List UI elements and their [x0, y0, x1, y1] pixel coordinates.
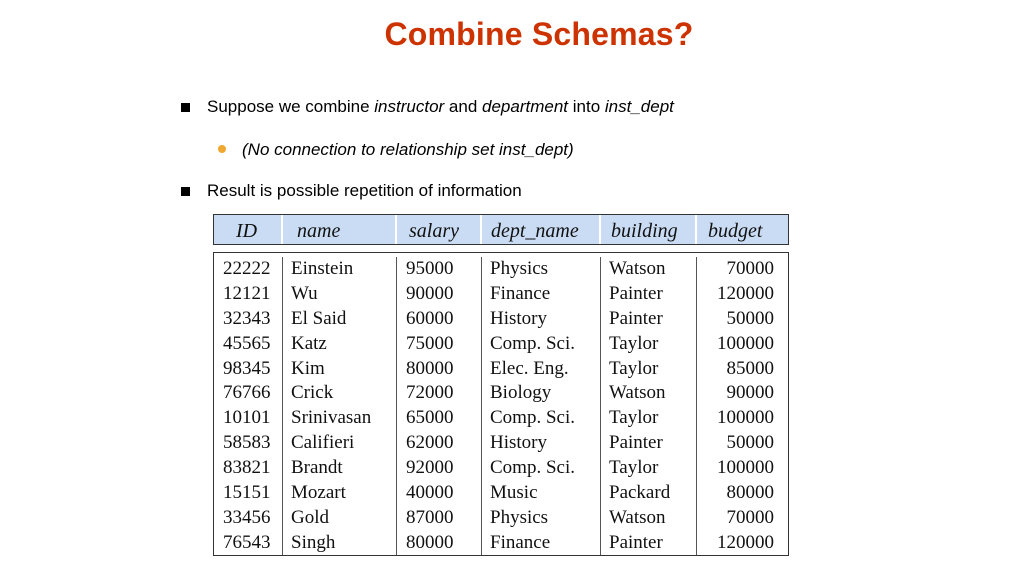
table-cell: 72000	[406, 382, 454, 404]
table-cell: 58583	[223, 432, 271, 454]
table-cell: Finance	[490, 531, 551, 553]
table-cell: 15151	[223, 482, 271, 504]
bullet-1-part: Suppose we combine	[207, 97, 375, 116]
table-cell: Taylor	[609, 457, 659, 479]
table-cell: 95000	[406, 258, 454, 279]
table-cell: Watson	[609, 258, 666, 279]
table-cell: Taylor	[609, 357, 659, 379]
table-cell: 90000	[406, 282, 454, 304]
table-cell: 100000	[717, 332, 774, 354]
column-header-name: name	[283, 215, 397, 244]
slide-title: Combine Schemas?	[384, 16, 694, 52]
table-cell: 92000	[406, 457, 454, 479]
table-cell: 12121	[223, 282, 271, 304]
table-cell: 90000	[726, 382, 774, 404]
table-cell: Finance	[490, 282, 551, 304]
table-cell: Wu	[291, 282, 318, 304]
column-salary	[397, 257, 482, 555]
table-cell: Painter	[609, 432, 663, 454]
table-cell: 100000	[717, 457, 774, 479]
bullet-1-part-italic: instructor	[374, 97, 445, 116]
table-cell: 70000	[726, 506, 774, 528]
column-header-building: building	[601, 215, 697, 244]
table-cell: 100000	[717, 407, 774, 429]
column-id	[214, 257, 283, 555]
table-cell: Painter	[609, 307, 663, 329]
table-cell: History	[490, 432, 547, 454]
bullet-1-part: and	[444, 97, 483, 116]
table-cell: 85000	[726, 357, 774, 379]
table-cell: Physics	[490, 506, 549, 528]
table-cell: Taylor	[609, 332, 659, 354]
bullet-1-part: into	[568, 97, 605, 116]
bullet-1	[207, 97, 674, 117]
table-cell: 80000	[726, 482, 774, 504]
table-cell: Biology	[490, 382, 552, 404]
table-cell: Painter	[609, 531, 663, 553]
table-cell: El Said	[291, 307, 347, 329]
bullet-1-part-italic: inst_dept	[604, 97, 674, 116]
table-cell: 50000	[726, 432, 774, 454]
bullet-3: Result is possible repetition of information	[207, 181, 522, 200]
table-cell: 83821	[223, 457, 271, 479]
table-cell: Watson	[609, 382, 666, 404]
table-cell: Packard	[609, 482, 671, 504]
column-header-dept-name: dept_name	[482, 215, 601, 244]
table-body	[213, 252, 789, 556]
table-cell: History	[490, 307, 547, 329]
table-cell: 33456	[223, 506, 271, 528]
table-cell: 40000	[406, 482, 454, 504]
circle-bullet-icon	[218, 145, 226, 153]
table-cell: Kim	[291, 357, 325, 379]
square-bullet-icon	[181, 103, 190, 112]
table-cell: Einstein	[291, 258, 354, 279]
table-cell: 32343	[223, 307, 271, 329]
table-cell: 65000	[406, 407, 454, 429]
bullet-1-part-italic: department	[482, 97, 569, 116]
table-cell: Painter	[609, 282, 663, 304]
table-cell: 45565	[223, 332, 271, 354]
table-cell: Taylor	[609, 407, 659, 429]
table-cell: Califieri	[291, 432, 355, 454]
table-cell: Mozart	[291, 482, 346, 504]
column-dept-name	[482, 257, 601, 555]
table-cell: Katz	[291, 332, 327, 354]
table-cell: 120000	[717, 531, 774, 553]
table-cell: 70000	[726, 258, 774, 279]
table-cell: Singh	[291, 531, 336, 553]
table-cell: Gold	[291, 506, 329, 528]
table-cell: Crick	[291, 382, 334, 404]
table-cell: 76766	[223, 382, 271, 404]
table-cell: 120000	[717, 282, 774, 304]
column-header-id: ID	[214, 215, 283, 244]
table-cell: 80000	[406, 357, 454, 379]
table-cell: 50000	[726, 307, 774, 329]
table-cell: Watson	[609, 506, 666, 528]
table-cell: 10101	[223, 407, 271, 429]
table-cell: 98345	[223, 357, 271, 379]
table-cell: Comp. Sci.	[490, 457, 575, 479]
table-cell: Comp. Sci.	[490, 407, 575, 429]
table-cell: Comp. Sci.	[490, 332, 575, 354]
column-budget	[697, 257, 788, 555]
column-building	[601, 257, 697, 555]
column-name	[283, 257, 397, 555]
table-cell: 22222	[223, 258, 271, 279]
table-cell: 60000	[406, 307, 454, 329]
bullet-2: (No connection to relationship set inst_dept)	[242, 140, 574, 159]
column-header-budget: budget	[708, 220, 763, 242]
table-cell: 87000	[406, 506, 454, 528]
table-cell: Srinivasan	[291, 407, 372, 429]
column-header-salary: salary	[397, 215, 482, 244]
table-cell: 76543	[223, 531, 271, 553]
square-bullet-icon	[181, 187, 190, 196]
table-cell: Brandt	[291, 457, 343, 479]
table-header	[213, 214, 789, 245]
table-cell: Physics	[490, 258, 549, 279]
table-cell: 80000	[406, 531, 454, 553]
table-cell: Music	[490, 482, 538, 504]
table-cell: 62000	[406, 432, 454, 454]
table-cell: 75000	[406, 332, 454, 354]
table-cell: Elec. Eng.	[490, 357, 569, 379]
